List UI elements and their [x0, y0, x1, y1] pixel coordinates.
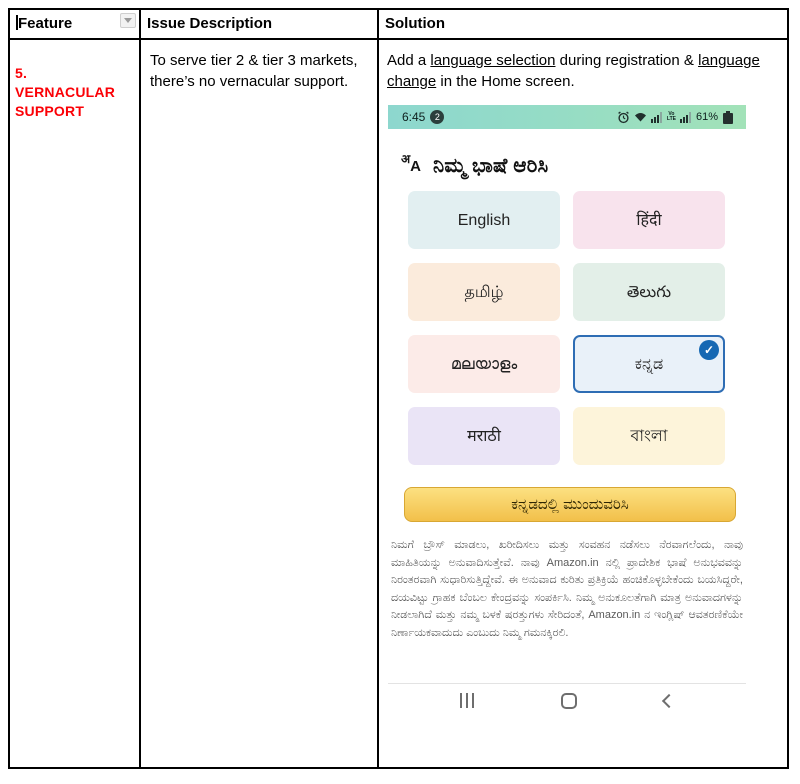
lang-button-english[interactable]: English [408, 191, 560, 249]
android-nav-bar [388, 683, 746, 717]
issue-cell [141, 40, 379, 767]
battery-percent: 61% [695, 110, 718, 123]
home-icon[interactable] [561, 693, 577, 709]
volte-label: Vo LTE [666, 111, 676, 122]
feature-cell [10, 40, 141, 767]
back-icon[interactable] [662, 693, 676, 707]
lang-button-malayalam[interactable]: മലയാളം [408, 335, 560, 393]
battery-icon [722, 111, 734, 124]
solution-cell [379, 40, 787, 767]
continue-in-kannada-button[interactable]: ಕನ್ನಡದಲ್ಲಿ ಮುಂದುವರಿಸಿ [404, 487, 736, 522]
alarm-icon [617, 111, 630, 124]
lang-button-kannada-selected[interactable]: ಕನ್ನಡ ✓ [573, 335, 725, 393]
issue-text: To serve tier 2 & tier 3 markets, there’s no vernacular support. [150, 52, 358, 90]
wifi-icon [634, 111, 647, 123]
notification-badge: 2 [430, 110, 444, 124]
lang-button-marathi[interactable]: मराठी [408, 407, 560, 465]
solution-header-label: Solution [385, 15, 445, 32]
language-grid [408, 191, 746, 465]
lang-button-telugu[interactable]: తెలుగు [573, 263, 725, 321]
translation-disclaimer-text: ನಿಮಗೆ ಬ್ರೌಸ್ ಮಾಡಲು, ಖರೀದಿಸಲು ಮತ್ತು ಸಂವಹನ ನಡೆಸಲು ನೆರವಾಗಲೆಂದು, ನಾವು ಮಾಹಿತಿಯನ್ನು ಅನುವಾದಿಸುತ್ತೇವೆ. ನಾವು Amazon.in ನಲ್ಲಿ ಪ್ರಾದೇಶಿಕ ಭಾಷೆ ಅನುಭವವನ್ನು ನಿರಂತರವಾಗಿ ಸುಧಾರಿಸುತ್ತಿದ್ದೇವೆ. ಈ ಅನುವಾದ ಕುರಿತು ಪ್ರತಿಕ್ರಿಯೆ ಹಂಚಿಕೊಳ್ಳಬೇಕೆಂದು ಬಯಸಿದ್ದರೇ, ದಯವಿಟ್ಟು ಗ್ರಾಹಕ ಬೆಂಬಲ ಕೇಂದ್ರವನ್ನು ಸಂಪರ್ಕಿಸಿ. ನಿಮ್ಮ ಅನುಕೂಲತೆಗಾಗಿ ಮಾತ್ರ ಅನುವಾದಗಳನ್ನು ನೀಡಲಾಗಿದೆ ಮತ್ತು ನಮ್ಮ ಬಳಕೆ ಷರತ್ತುಗಳು ಸೇರಿದಂತೆ, Amazon.in ನ ಇಂಗ್ಲಿಷ್ ಆವತರಣಿಕೆಯೇ ನಿರ್ಣಾಯಕವಾದುದು ಎಂಬುದು ನಿಮ್ಮ ಗಮನಕ್ಕಿರಲಿ. [391, 539, 743, 639]
language-header [388, 129, 746, 177]
feature-line-1: 5. [15, 65, 28, 81]
translate-icon: $^अ$A [401, 152, 422, 175]
signal-bars-icon-2 [680, 111, 692, 123]
solution-text: Add a language selection during registration & language change in the Home screen. [387, 52, 760, 90]
clock-time: 6:45 [402, 109, 426, 124]
link-language-change[interactable]: language change [387, 52, 760, 90]
header-cell-issue [141, 10, 379, 40]
phone-screenshot [388, 105, 746, 717]
lang-button-tamil[interactable]: தமிழ் [408, 263, 560, 321]
comparison-table [8, 8, 789, 769]
signal-bars-icon [651, 111, 663, 123]
feature-line-2: VERNACULAR [15, 84, 115, 100]
filter-dropdown-icon[interactable] [120, 13, 136, 28]
lang-button-bengali[interactable]: বাংলা [573, 407, 725, 465]
issue-header-label: Issue Description [147, 15, 273, 32]
feature-header-label: Feature [18, 15, 73, 32]
link-language-selection[interactable]: language selection [430, 52, 556, 69]
header-cell-feature [10, 10, 141, 40]
header-cell-solution [379, 10, 787, 40]
selected-check-icon: ✓ [699, 340, 719, 360]
recents-icon[interactable] [460, 693, 474, 708]
feature-line-3: SUPPORT [15, 103, 85, 119]
lang-button-hindi[interactable]: हिंदी [573, 191, 725, 249]
choose-language-title: ನಿಮ್ಮ ಭಾಷೆ ಆರಿಸಿ [433, 155, 549, 177]
status-bar [388, 105, 746, 129]
